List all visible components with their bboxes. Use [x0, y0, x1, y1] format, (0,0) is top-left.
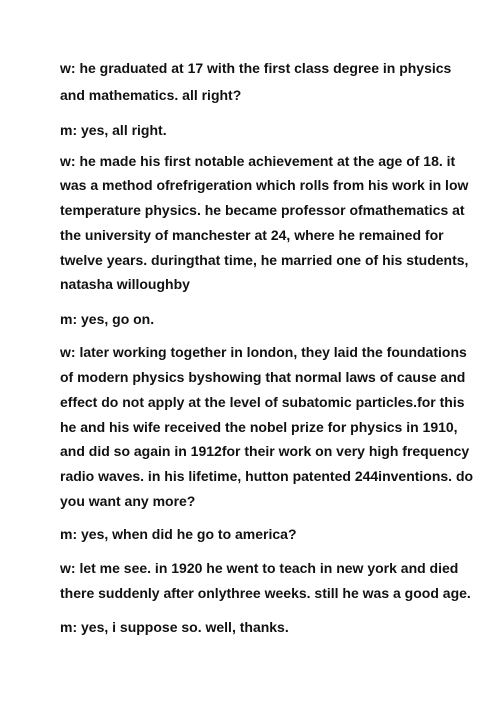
text-line: w: he made his first notable achievement at the age of 18. it	[60, 153, 456, 169]
text-line: m: yes, when did he go to america?	[60, 526, 297, 542]
text-line: w: he graduated at 17 with the first class degree in physics	[60, 60, 452, 76]
text-line: m: yes, go on.	[60, 311, 155, 327]
text-line: and did so again in 1912for their work on very high frequency	[60, 443, 470, 459]
text-line: he and his wife received the nobel prize for physics in 1910,	[60, 419, 458, 435]
text-line: radio waves. in his lifetime, hutton patented 244inventions. do	[60, 468, 474, 484]
text-line: there suddenly after onlythree weeks. still he was a good age.	[60, 585, 471, 601]
text-line: and mathematics. all right?	[60, 87, 242, 103]
text-line: temperature physics. he became professor ofmathematics at	[60, 202, 465, 218]
text-line: of modern physics byshowing that normal laws of cause and	[60, 369, 466, 385]
text-line: effect do not apply at the level of subatomic particles.for this	[60, 394, 465, 410]
text-line: twelve years. duringthat time, he married one of his students,	[60, 252, 469, 268]
text-line: was a method ofrefrigeration which rolls from his work in low	[60, 177, 469, 193]
text-line: w: later working together in london, they laid the foundations	[60, 344, 467, 360]
text-line: w: let me see. in 1920 he went to teach in new york and died	[60, 560, 459, 576]
text-line: natasha willoughby	[60, 276, 190, 292]
text-line: you want any more?	[60, 493, 196, 509]
text-line: m: yes, i suppose so. well, thanks.	[60, 619, 289, 635]
text-line: m: yes, all right.	[60, 122, 167, 138]
text-line: the university of manchester at 24, where he remained for	[60, 227, 444, 243]
